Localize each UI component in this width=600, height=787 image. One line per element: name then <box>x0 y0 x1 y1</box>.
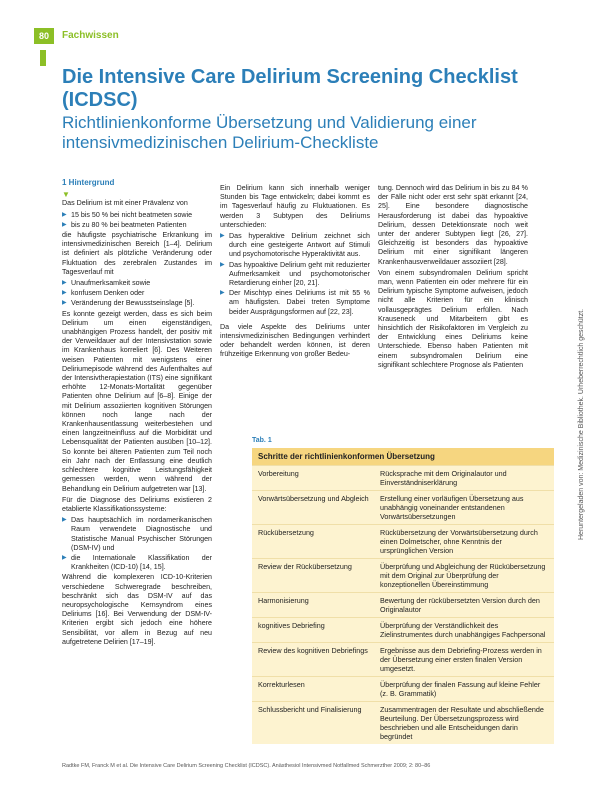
desc-cell: Überprüfung und Abgleichung der Rückübersetzung mit dem Original zur Überprüfung der konzeptionellen Übereinstimmung <box>380 562 546 589</box>
list-item: ▶ 15 bis 50 % bei nicht beatmeten sowie <box>62 211 212 220</box>
column-2 <box>220 184 370 362</box>
bullet-list <box>62 516 212 572</box>
bullet-list <box>62 279 212 309</box>
step-cell: Review des kognitiven Debriefings <box>258 646 368 655</box>
table-row <box>252 558 554 592</box>
table-row <box>252 617 554 642</box>
list-item: ▶ bis zu 80 % bei beatmeten Patienten <box>62 221 212 230</box>
list-item: ▶ Das hyperaktive Delirium zeichnet sich durch eine gesteigerte Antwort auf Stimuli und psychomotorische Hyperaktivität aus. <box>220 232 370 260</box>
citation-footer: Radtke FM, Franck M et al. Die Intensive Care Delirium Screening Checklist (ICDSC). Anästhesiol Intensivmed Notfallmed Schmerzther 2009; 2: 80–86 <box>62 763 431 769</box>
step-cell: Korrekturlesen <box>258 680 305 689</box>
table-row <box>252 592 554 617</box>
desc-cell: Zusammentragen der Resultate und abschließende Beurteilung. Der Übersetzungsprozess wird beschrieben und alle Entscheidungen darin begründet <box>380 705 544 741</box>
list-item: ▶ Der Mischtyp eines Deliriums ist mit 55 % am häufigsten. Dabei treten Symptome beider Ausprägungsformen auf [22, 23]. <box>220 289 370 317</box>
step-cell: Schlussbericht und Finalisierung <box>258 705 362 714</box>
list-item: ▶ Das hauptsächlich im nordamerikanischen Raum verwendete Diagnostische und Statistische Manual Psychischer Störungen (DSM-IV) und <box>62 516 212 553</box>
desc-cell: Ergebnisse aus dem Debriefing-Prozess werden in der Übersetzung einer ersten finalen Version umgesetzt. <box>380 646 542 673</box>
paragraph: Das Delirium ist mit einer Prävalenz von <box>62 199 188 208</box>
section-marker <box>40 50 46 66</box>
desc-cell: Rückübersetzung der Vorwärtsübersetzung durch einen Dolmetscher, ohne Kenntnis der ursprünglichen Version <box>380 528 538 555</box>
step-cell: Review der Rückübersetzung <box>258 562 352 571</box>
paragraph: Während die komplexeren ICD-10-Kriterien verschiedene Schweregrade beschreiben, beschränkt sich das DSM-IV auf das neuropsychologische Kernsyndrom eines Deliriums [16]. Bei Verwendung der DSM-IV-Kriterien ergibt sich jedoch eine höhere Sensibilität, vor allem in Bezug auf neu aufgetretene Delirien [17–19]. <box>62 573 212 646</box>
desc-cell: Überprüfung der finalen Fassung auf kleine Fehler (z. B. Grammatik) <box>380 680 541 698</box>
column-1 <box>62 178 212 649</box>
page-header <box>0 0 600 56</box>
desc-cell: Überprüfung der Verständlichkeit des Zielinstrumentes durch unabhängiges Fachpersonal <box>380 621 546 639</box>
table-row <box>252 676 554 701</box>
list-item: ▶ konfusem Denken oder <box>62 289 212 298</box>
list-item: ▶ Veränderung der Bewusstseinslage [5]. <box>62 299 212 308</box>
paragraph: Es konnte gezeigt werden, dass es sich beim Delirium um einen eigenständigen, unabhängigen Prozess handelt, der positiv mit der Verweildauer auf der Intensivstation sowie im Krankenhaus korreliert [6]. Des Weiteren weisen Patienten mit wenigstens einer Deliriumepisode während des Aufenthaltes auf der Intensivtherapiestation (ITS) eine signifikant erhöhte 12-Monats-Mortalität gegenüber Patienten ohne Delirium auf [6–8]. Einige der mit Delirium assoziierten kognitiven Störungen können noch lange nach der Krankenhausentlassung weiterbestehen und einen langzeitneinfluss auf die Morbidität und Lebensqualität der Patienten ausüben [10–12]. So konnte bei älteren Patienten zum Teil noch ein Jahr nach der Entlassung eine deutlich schlechtere kognitive Leistungsfähigkeit gemessen werden, wenn während der Behandlung ein Delirium aufgetreten war [13]. <box>62 309 212 493</box>
step-cell: Vorbereitung <box>258 469 299 478</box>
paragraph: tung. Dennoch wird das Delirium in bis zu 84 % der Fälle nicht oder erst sehr spät erkannt [24, 25]. Eine besondere diagnostische Herausforderung ist dabei das hypoaktive Delirium, dessen Detektionsrate noch weit unter der anderer Subtypen liegt [26, 27]. Gleichzeitig ist besonders das hypoaktive Delirium mit einer signifikant längeren Krankenhausverweildauer assoziiert [28]. <box>378 184 528 266</box>
table-row <box>252 490 554 524</box>
paragraph: Von einem subsyndromalen Delirium spricht man, wenn Patienten ein oder mehrere für ein Delirium typische Symptome aufweisen, jedoch nicht alle Kriterien für ein klinisch vollausgeprägtes Delirium erfüllen. Nach Krauseneck und Mitarbeitern gibt es hinsichtlich der Risikofaktoren im Vergleich zu der Entwicklung eines Deliriums keine Unterschiede. Ebenso haben Patienten mit einem subsyndromalen Delirium eine signifikant schlechtere Prognose als Patienten <box>378 268 528 369</box>
desc-cell: Erstellung einer vorläufigen Übersetzung aus unabhängig voneinander entstandenen Vorwärtsübersetzungen <box>380 494 524 521</box>
list-item: ▶ Unaufmerksamkeit sowie <box>62 279 212 288</box>
page-number: 80 <box>34 28 54 44</box>
step-cell: kognitives Debriefing <box>258 621 325 630</box>
table-title: Schritte der richtlinienkonformen Übersetzung <box>252 448 554 465</box>
paragraph: Ein Delirium kann sich innerhalb weniger Stunden bis Tage entwickeln; dabei kommt es im Tagesverlauf häufig zu Fluktuationen. Es werden 3 Subtypen des Deliriums unterschieden: <box>220 184 370 229</box>
table-row <box>252 642 554 676</box>
table-row <box>252 524 554 558</box>
section-label: Fachwissen <box>62 30 119 41</box>
arrow-down-icon: ▼ <box>62 190 70 200</box>
section-heading: 1 Hintergrund <box>62 178 115 187</box>
desc-cell: Bewertung der rückübersetzten Version durch den Originalautor <box>380 596 540 614</box>
list-item: ▶ die Internationale Klassifikation der Krankheiten (ICD-10) [14, 15]. <box>62 554 212 572</box>
download-notice: Heruntergeladen von: Medizinische Bibliothek. Urheberrechtlich geschützt. <box>578 308 585 540</box>
table-label: Tab. 1 <box>252 437 272 444</box>
article-subtitle: Richtlinienkonforme Übersetzung und Validierung einer intensivmedizinischen Delirium-Checkliste <box>62 113 477 152</box>
translation-steps-table <box>252 448 554 744</box>
bullet-list <box>220 232 370 317</box>
paragraph: die häufigste psychiatrische Erkrankung im intensivmedizinischen Bereich [1–4]. Delirium ist definiert als plötzliche Veränderung oder Fluktuation des zerebralen Zustandes im Tagesverlauf mit <box>62 231 212 276</box>
article-title: Die Intensive Care Delirium Screening Checklist (ICDSC) <box>62 66 518 111</box>
paragraph: Für die Diagnose des Deliriums existieren 2 etablierte Klassifikationssysteme: <box>62 495 212 513</box>
paragraph: Da viele Aspekte des Deliriums unter intensivmedizinischen Bedingungen verhindert oder behandelt werden können, ist deren frühzeitige Erkennung von großer Bedeu- <box>220 322 370 359</box>
bullet-list <box>62 211 212 230</box>
step-cell: Vorwärtsübersetzung und Abgleich <box>258 494 369 503</box>
desc-cell: Rücksprache mit dem Originalautor und Einverständniserklärung <box>380 469 507 487</box>
step-cell: Harmonisierung <box>258 596 309 605</box>
table-row <box>252 701 554 744</box>
table-row <box>252 465 554 490</box>
step-cell: Rückübersetzung <box>258 528 314 537</box>
list-item: ▶ Das hypoaktive Delirium geht mit reduzierter Aufmerksamkeit und psychomotorischer Retardierung einher [20, 21]. <box>220 261 370 289</box>
column-3 <box>378 184 528 372</box>
